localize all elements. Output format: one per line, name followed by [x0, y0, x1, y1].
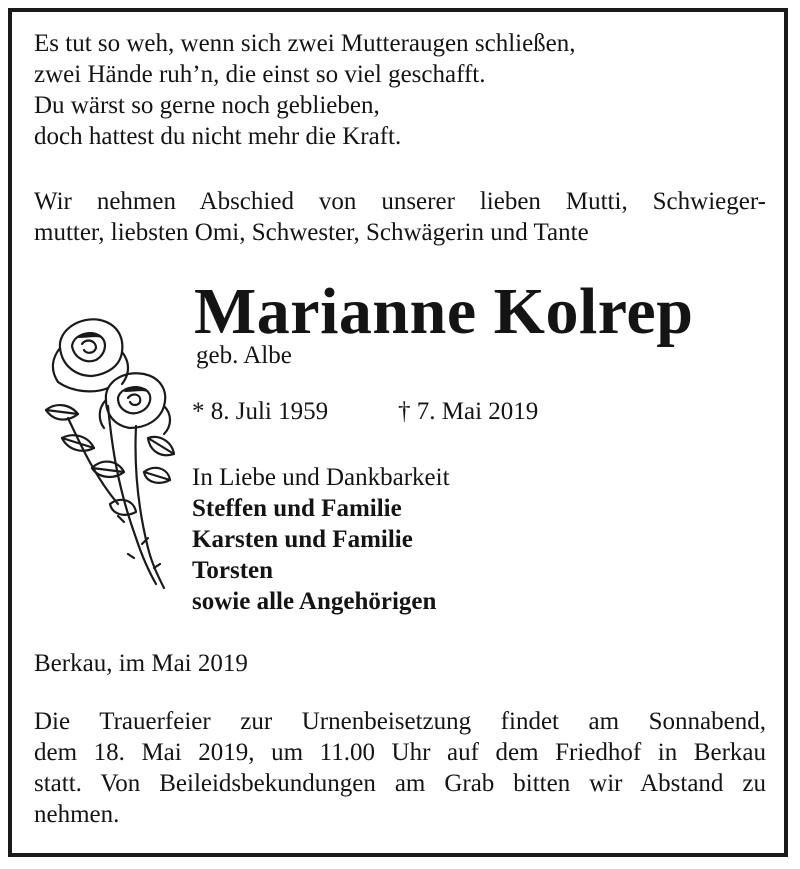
farewell-intro [34, 186, 766, 248]
poem [34, 28, 764, 152]
birth-date: * 8. Juli 1959 [192, 398, 329, 425]
deceased-name: Marianne Kolrep [194, 275, 694, 348]
funeral-service-notice [34, 706, 766, 830]
death-date: † 7. Mai 2019 [398, 398, 539, 425]
poem-line: doch hattest du nicht mehr die Kraft. [34, 123, 402, 150]
mourner-name: Torsten [192, 557, 274, 584]
poem-line: Du wärst so gerne noch geblieben, [34, 92, 380, 119]
birth-name: geb. Albe [196, 342, 292, 369]
mourners-block [192, 462, 592, 617]
mourner-name: Steffen und Familie [192, 495, 402, 522]
place-date: Berkau, im Mai 2019 [34, 650, 248, 677]
service-line: nehmen. [34, 801, 120, 828]
service-line: dem 18. Mai 2019, um 11.00 Uhr auf dem Friedhof in Berkau [34, 739, 766, 766]
mourners-intro: In Liebe und Dankbarkeit [192, 464, 450, 491]
mourner-name: Karsten und Familie [192, 526, 413, 553]
mourner-name: sowie alle Angehörigen [192, 588, 437, 615]
service-line: Die Trauerfeier zur Urnenbeisetzung findet am Sonnabend, [34, 708, 766, 735]
poem-line: Es tut so weh, wenn sich zwei Mutteraugen schließen, [34, 30, 576, 57]
poem-line: zwei Hände ruh’n, die einst so viel geschafft. [34, 61, 486, 88]
rose-illustration-icon [38, 308, 184, 594]
farewell-intro-line: mutter, liebsten Omi, Schwester, Schwägerin und Tante [34, 219, 589, 246]
service-line: statt. Von Beileidsbekundungen am Grab bitten wir Abstand zu [34, 770, 766, 797]
farewell-intro-line: Wir nehmen Abschied von unserer lieben Mutti, Schwieger- [34, 188, 766, 215]
